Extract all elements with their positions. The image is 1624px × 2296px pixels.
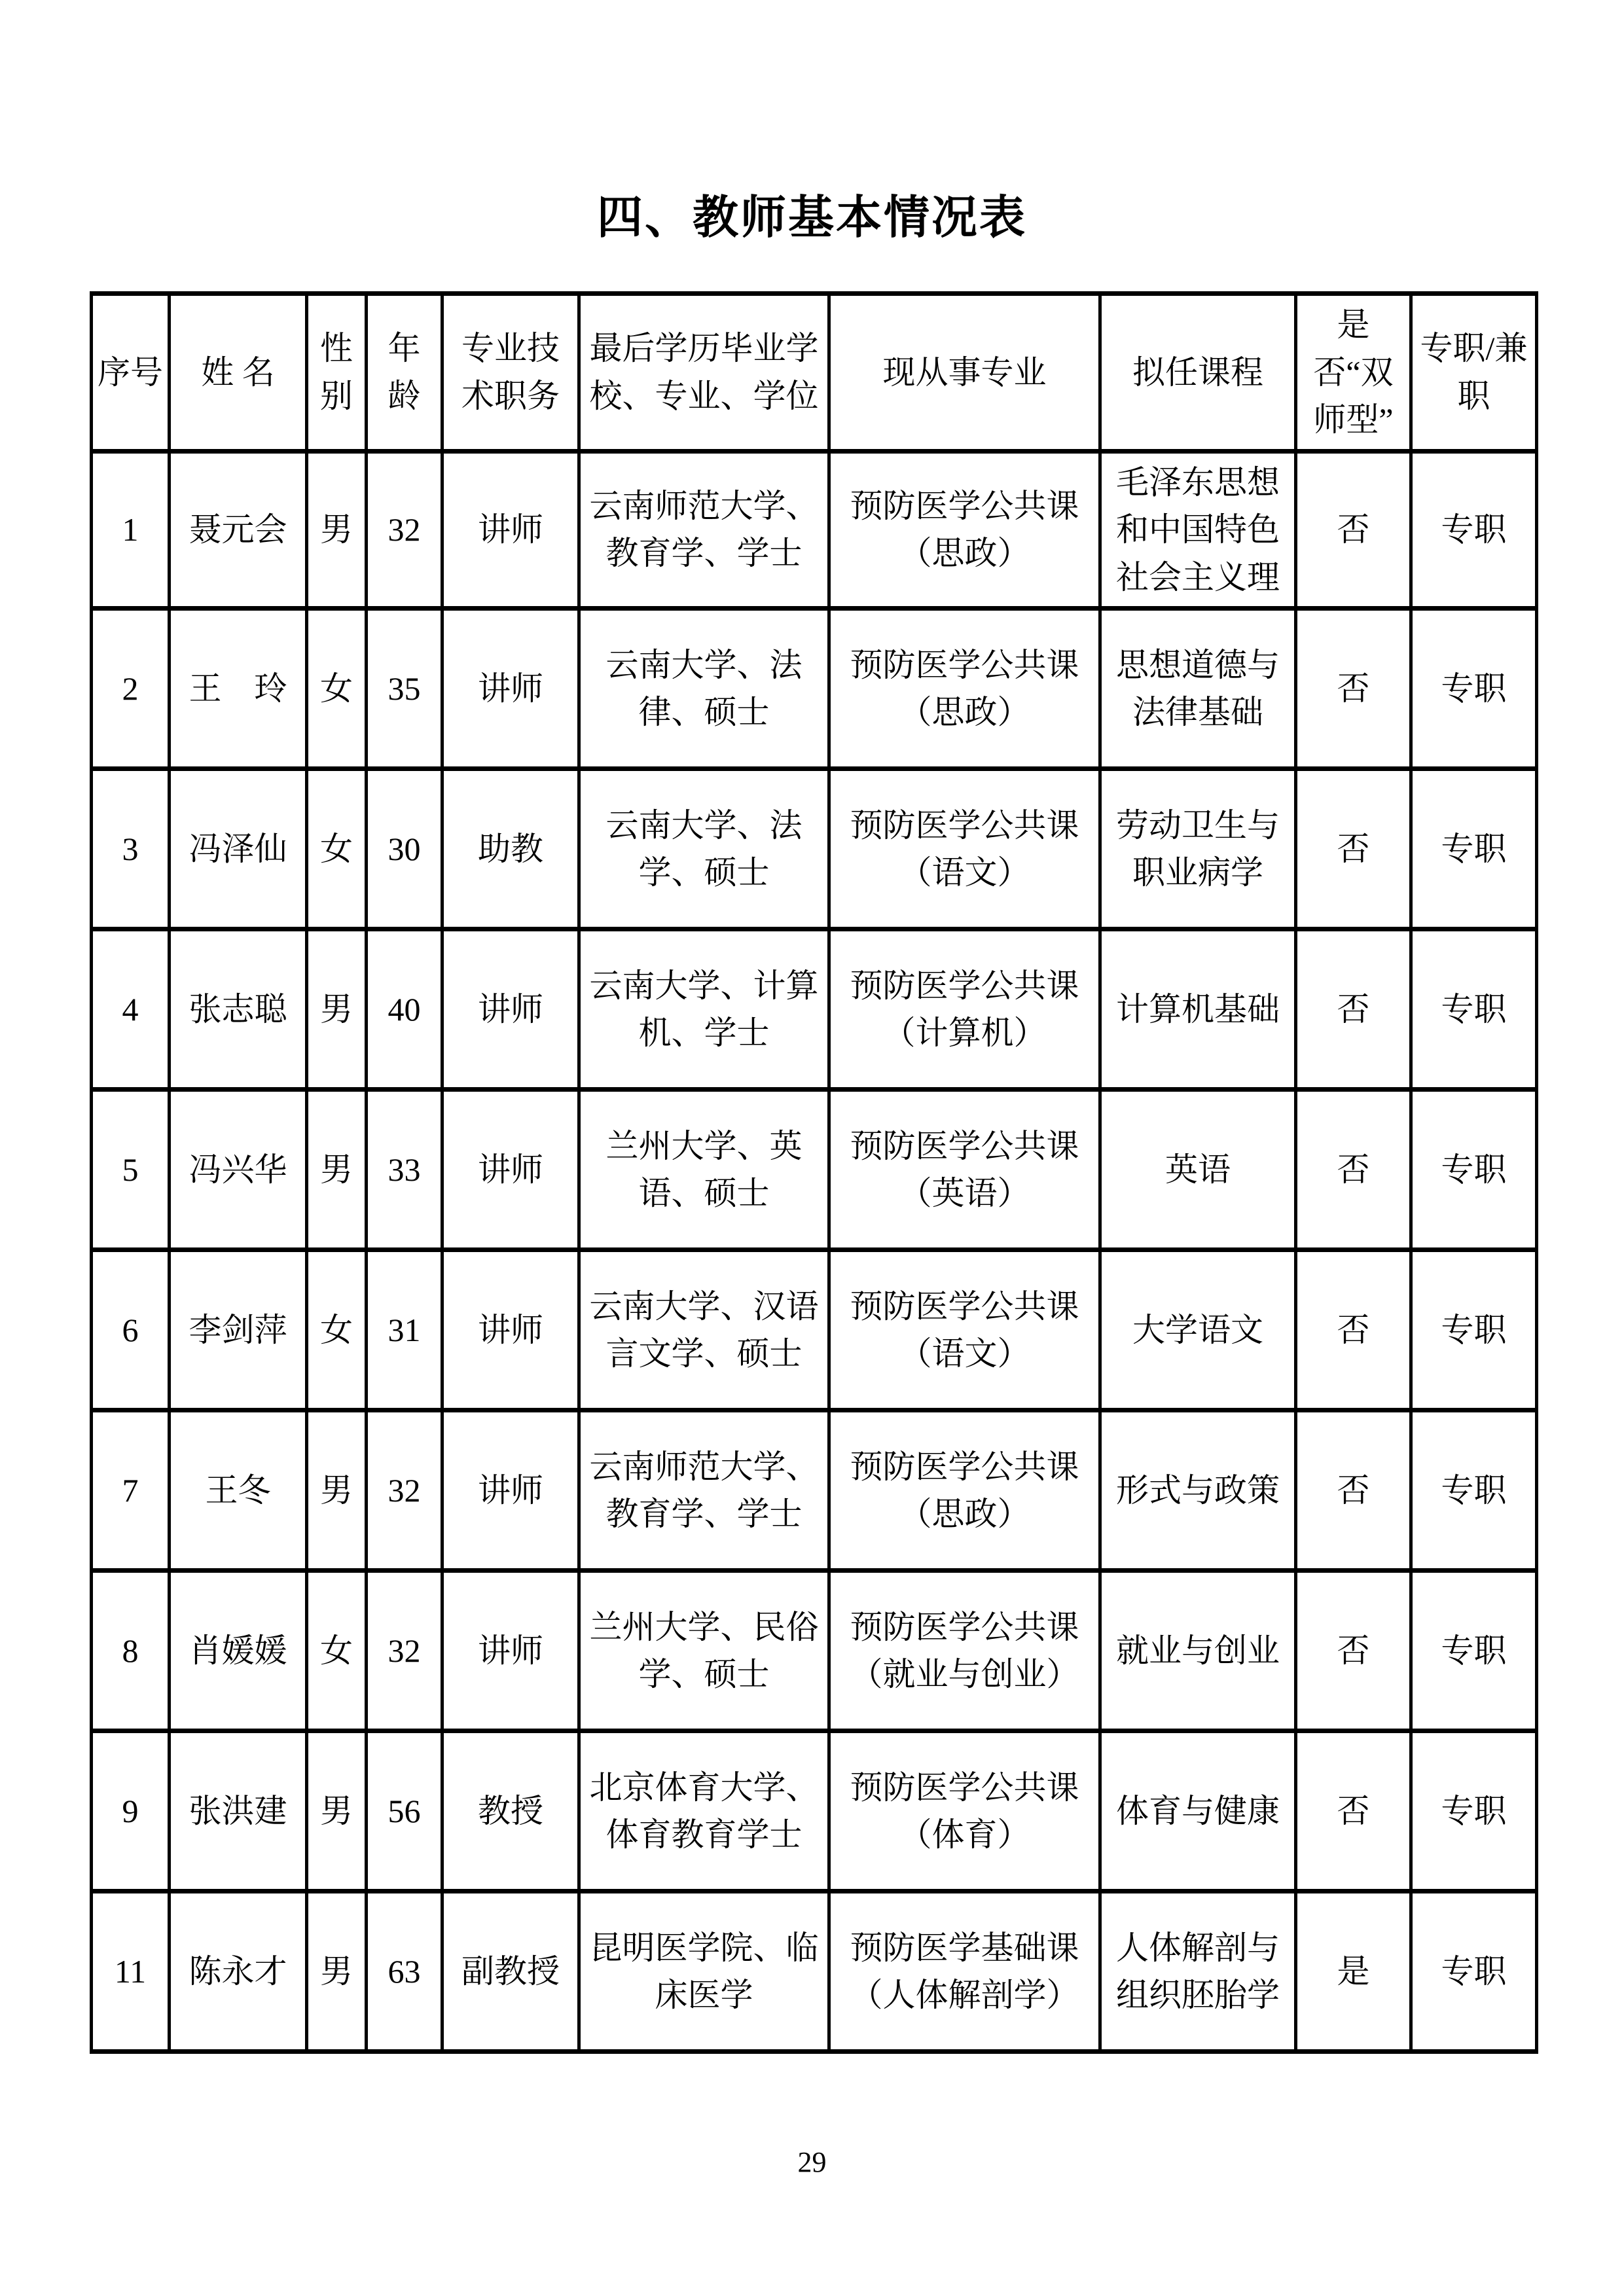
table-cell: 专职: [1411, 1410, 1537, 1571]
table-row: [92, 451, 1537, 609]
table-cell: 否: [1296, 1090, 1411, 1250]
table-cell: 4: [92, 929, 170, 1090]
table-cell: 56: [367, 1731, 442, 1892]
table-cell: 男: [307, 1090, 367, 1250]
teacher-table: [90, 291, 1538, 2054]
table-cell: 9: [92, 1731, 170, 1892]
table-cell: 张洪建: [170, 1731, 307, 1892]
column-header: 最后学历毕业学校、专业、学位: [579, 294, 829, 452]
table-cell: 讲师: [442, 1090, 579, 1250]
column-header: 专业技术职务: [442, 294, 579, 452]
table-cell: 讲师: [442, 609, 579, 769]
table-cell: 专职: [1411, 1731, 1537, 1892]
table-cell: 男: [307, 1410, 367, 1571]
table-cell: 否: [1296, 609, 1411, 769]
table-cell: 男: [307, 1731, 367, 1892]
table-row: [92, 769, 1537, 929]
table-cell: 女: [307, 609, 367, 769]
table-cell: 专职: [1411, 609, 1537, 769]
table-cell: 6: [92, 1250, 170, 1410]
table-cell: 云南大学、法学、硕士: [579, 769, 829, 929]
table-cell: 教授: [442, 1731, 579, 1892]
table-cell: 男: [307, 451, 367, 609]
column-header: 性别: [307, 294, 367, 452]
table-cell: 专职: [1411, 1571, 1537, 1731]
table-cell: 预防医学公共课（英语）: [829, 1090, 1100, 1250]
column-header: 拟任课程: [1100, 294, 1296, 452]
table-cell: 否: [1296, 929, 1411, 1090]
table-cell: 劳动卫生与职业病学: [1100, 769, 1296, 929]
table-cell: 英语: [1100, 1090, 1296, 1250]
table-cell: 预防医学公共课（计算机）: [829, 929, 1100, 1090]
table-cell: 30: [367, 769, 442, 929]
page-title: 四、教师基本情况表: [597, 192, 1027, 243]
table-cell: 讲师: [442, 1250, 579, 1410]
table-cell: 预防医学公共课（语文）: [829, 1250, 1100, 1410]
table-cell: 专职: [1411, 769, 1537, 929]
table-cell: 31: [367, 1250, 442, 1410]
table-cell: 预防医学公共课（就业与创业）: [829, 1571, 1100, 1731]
table-cell: 否: [1296, 1731, 1411, 1892]
table-cell: 否: [1296, 769, 1411, 929]
table-row: [92, 1892, 1537, 2052]
page-number: 29: [797, 2146, 827, 2178]
table-cell: 讲师: [442, 1410, 579, 1571]
table-cell: 男: [307, 1892, 367, 2052]
table-cell: 40: [367, 929, 442, 1090]
table-cell: 云南大学、法律、硕士: [579, 609, 829, 769]
table-cell: 讲师: [442, 451, 579, 609]
table-cell: 云南大学、计算机、学士: [579, 929, 829, 1090]
table-cell: 专职: [1411, 1250, 1537, 1410]
table-row: [92, 1731, 1537, 1892]
table-cell: 预防医学公共课（思政）: [829, 609, 1100, 769]
table-cell: 女: [307, 1250, 367, 1410]
column-header: 年龄: [367, 294, 442, 452]
table-row: [92, 1571, 1537, 1731]
table-cell: 张志聪: [170, 929, 307, 1090]
table-cell: 32: [367, 451, 442, 609]
table-cell: 冯兴华: [170, 1090, 307, 1250]
table-cell: 预防医学公共课（体育）: [829, 1731, 1100, 1892]
table-cell: 5: [92, 1090, 170, 1250]
table-cell: 王 玲: [170, 609, 307, 769]
table-cell: 3: [92, 769, 170, 929]
table-cell: 女: [307, 769, 367, 929]
column-header: 专职/兼职: [1411, 294, 1537, 452]
table-cell: 专职: [1411, 1090, 1537, 1250]
table-row: [92, 1090, 1537, 1250]
table-cell: 人体解剖与组织胚胎学: [1100, 1892, 1296, 2052]
table-cell: 兰州大学、英语、硕士: [579, 1090, 829, 1250]
column-header: 姓 名: [170, 294, 307, 452]
table-cell: 预防医学公共课（思政）: [829, 1410, 1100, 1571]
table-cell: 肖媛媛: [170, 1571, 307, 1731]
table-cell: 否: [1296, 1571, 1411, 1731]
column-header: 现从事专业: [829, 294, 1100, 452]
table-row: [92, 1250, 1537, 1410]
table-cell: 专职: [1411, 1892, 1537, 2052]
table-body: [92, 451, 1537, 2052]
table-cell: 昆明医学院、临床医学: [579, 1892, 829, 2052]
table-cell: 33: [367, 1090, 442, 1250]
table-cell: 专职: [1411, 929, 1537, 1090]
table-cell: 云南师范大学、教育学、学士: [579, 451, 829, 609]
table-row: [92, 1410, 1537, 1571]
column-header: 是否“双师型”: [1296, 294, 1411, 452]
table-cell: 专职: [1411, 451, 1537, 609]
table-cell: 预防医学公共课（思政）: [829, 451, 1100, 609]
column-header: 序号: [92, 294, 170, 452]
table-cell: 预防医学基础课（人体解剖学）: [829, 1892, 1100, 2052]
table-cell: 计算机基础: [1100, 929, 1296, 1090]
table-cell: 思想道德与法律基础: [1100, 609, 1296, 769]
table-cell: 陈永才: [170, 1892, 307, 2052]
table-cell: 就业与创业: [1100, 1571, 1296, 1731]
table-cell: 冯泽仙: [170, 769, 307, 929]
table-cell: 李剑萍: [170, 1250, 307, 1410]
table-row: [92, 609, 1537, 769]
table-cell: 讲师: [442, 929, 579, 1090]
table-cell: 兰州大学、民俗学、硕士: [579, 1571, 829, 1731]
table-cell: 聂元会: [170, 451, 307, 609]
table-cell: 大学语文: [1100, 1250, 1296, 1410]
table-row: [92, 929, 1537, 1090]
table-cell: 助教: [442, 769, 579, 929]
table-cell: 否: [1296, 1250, 1411, 1410]
table-cell: 32: [367, 1410, 442, 1571]
table-cell: 8: [92, 1571, 170, 1731]
table-cell: 毛泽东思想和中国特色社会主义理: [1100, 451, 1296, 609]
table-cell: 否: [1296, 1410, 1411, 1571]
table-cell: 11: [92, 1892, 170, 2052]
table-cell: 32: [367, 1571, 442, 1731]
table-cell: 云南师范大学、教育学、学士: [579, 1410, 829, 1571]
table-cell: 讲师: [442, 1571, 579, 1731]
table-cell: 北京体育大学、体育教育学士: [579, 1731, 829, 1892]
table-cell: 1: [92, 451, 170, 609]
table-cell: 预防医学公共课（语文）: [829, 769, 1100, 929]
table-cell: 是: [1296, 1892, 1411, 2052]
table-cell: 63: [367, 1892, 442, 2052]
table-header-row: [92, 294, 1537, 452]
table-cell: 2: [92, 609, 170, 769]
table-cell: 女: [307, 1571, 367, 1731]
table-cell: 云南大学、汉语言文学、硕士: [579, 1250, 829, 1410]
table-cell: 7: [92, 1410, 170, 1571]
table-cell: 副教授: [442, 1892, 579, 2052]
table-cell: 体育与健康: [1100, 1731, 1296, 1892]
table-cell: 形式与政策: [1100, 1410, 1296, 1571]
table-cell: 否: [1296, 451, 1411, 609]
table-cell: 王冬: [170, 1410, 307, 1571]
table-cell: 35: [367, 609, 442, 769]
table-cell: 男: [307, 929, 367, 1090]
